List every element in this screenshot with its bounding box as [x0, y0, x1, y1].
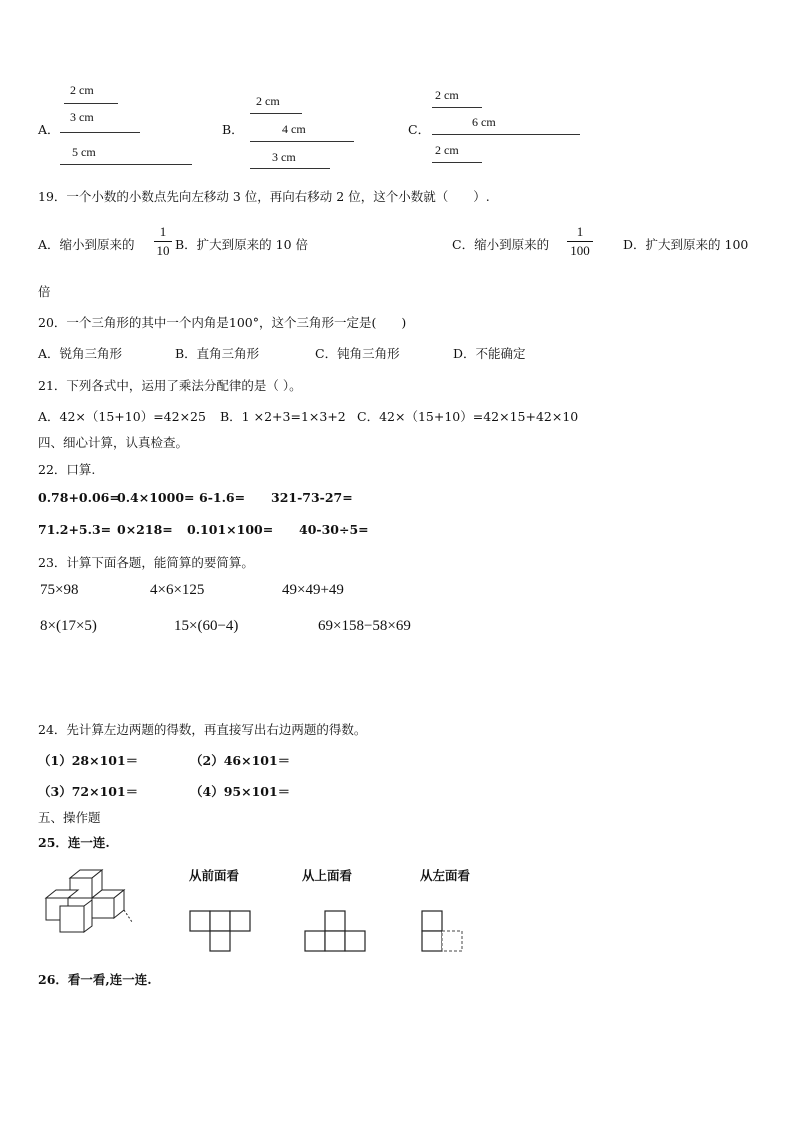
- q19-option-d: D．扩大到原来的 100: [623, 237, 749, 252]
- q22-item: 0.78+0.06=: [38, 490, 120, 505]
- segment-label: 2 cm: [256, 94, 280, 108]
- segment-line: [250, 141, 354, 142]
- q24-item: （3）72×101＝: [38, 784, 139, 799]
- q19-option-b: B．扩大到原来的 10 倍: [175, 237, 309, 252]
- q23-expression: 49×49+49: [282, 582, 344, 598]
- segment-label: 2 cm: [435, 143, 459, 157]
- section-4-heading: 四、细心计算，认真检查。: [38, 435, 189, 450]
- view-label-top: 从上面看: [302, 868, 353, 883]
- q20-option: D．不能确定: [453, 346, 526, 361]
- segment-label: 4 cm: [282, 122, 306, 136]
- left-view-shape: [421, 910, 465, 952]
- fraction-bar: [154, 241, 172, 242]
- segment-label: 6 cm: [472, 115, 496, 129]
- q20-option: A．锐角三角形: [38, 346, 123, 361]
- segment-label: 2 cm: [70, 83, 94, 97]
- q20-option: B．直角三角形: [175, 346, 260, 361]
- fraction-bar: [567, 241, 593, 242]
- q22-item: 0×218=: [117, 522, 173, 537]
- segment-line: [250, 168, 330, 169]
- q23-stem: 23．计算下面各题，能简算的要简算。: [38, 555, 254, 570]
- q22-item: 40-30÷5=: [299, 522, 369, 537]
- q22-item: 0.4×1000=: [117, 490, 195, 505]
- segment-line: [432, 162, 482, 163]
- segment-line: [432, 107, 482, 108]
- segment-label: 5 cm: [72, 145, 96, 159]
- front-view-shape: [189, 910, 251, 952]
- numerator: 1: [576, 224, 584, 239]
- q19-stem: 19．一个小数的小数点先向左移动 3 位，再向右移动 2 位，这个小数就（ ）.: [38, 189, 490, 204]
- option-label: A．: [38, 122, 60, 137]
- q19-option-c: C．缩小到原来的: [452, 237, 550, 252]
- q22-item: 321-73-27=: [271, 490, 353, 505]
- q19-option-d-continued: 倍: [38, 284, 51, 299]
- q21-stem: 21．下列各式中，运用了乘法分配律的是（ ）。: [38, 378, 302, 393]
- q23-expression: 8×(17×5): [40, 618, 97, 634]
- q24-stem: 24．先计算左边两题的得数，再直接写出右边两题的得数。: [38, 722, 367, 737]
- segment-line: [60, 164, 192, 165]
- q23-expression: 75×98: [40, 582, 79, 598]
- section-5-heading: 五、操作题: [38, 810, 101, 825]
- q23-expression: 69×158−58×69: [318, 618, 411, 634]
- q24-item: （2）46×101＝: [190, 753, 291, 768]
- q19-fraction-a: [154, 224, 172, 259]
- q25-stem: 25．连一连.: [38, 835, 110, 850]
- q22-stem: 22．口算.: [38, 462, 96, 477]
- q22-item: 0.101×100=: [187, 522, 274, 537]
- q19-fraction-c: [567, 224, 593, 259]
- top-view-shape: [304, 910, 366, 952]
- segment-label: 3 cm: [272, 150, 296, 164]
- q23-expression: 4×6×125: [150, 582, 205, 598]
- q19-option-a: A．缩小到原来的: [38, 237, 135, 252]
- view-label-front: 从前面看: [189, 868, 240, 883]
- cube-stack-figure: [40, 866, 140, 938]
- q26-stem: 26．看一看,连一连.: [38, 972, 152, 987]
- option-label: C．: [408, 122, 431, 137]
- segment-line: [250, 113, 302, 114]
- q20-option: C．钝角三角形: [315, 346, 400, 361]
- q23-expression: 15×(60−4): [174, 618, 239, 634]
- segment-line: [64, 103, 118, 104]
- q21-option: C．42×（15+10）=42×15+42×10: [357, 409, 579, 424]
- denominator: 100: [570, 243, 590, 258]
- q22-item: 6-1.6=: [199, 490, 246, 505]
- q21-option: B．1 ×2+3=1×3+2: [220, 409, 346, 424]
- q20-stem: 20．一个三角形的其中一个内角是100°，这个三角形一定是( ): [38, 315, 407, 330]
- segment-line: [60, 132, 140, 133]
- option-label: B．: [222, 122, 244, 137]
- q21-option: A．42×（15+10）=42×25: [38, 409, 206, 424]
- denominator: 10: [156, 243, 170, 258]
- segment-label: 2 cm: [435, 88, 459, 102]
- segment-line: [432, 134, 580, 135]
- q24-item: （4）95×101＝: [190, 784, 291, 799]
- numerator: 1: [159, 224, 167, 239]
- segment-label: 3 cm: [70, 110, 94, 124]
- view-label-left: 从左面看: [420, 868, 471, 883]
- q24-item: （1）28×101＝: [38, 753, 139, 768]
- q22-item: 71.2+5.3=: [38, 522, 112, 537]
